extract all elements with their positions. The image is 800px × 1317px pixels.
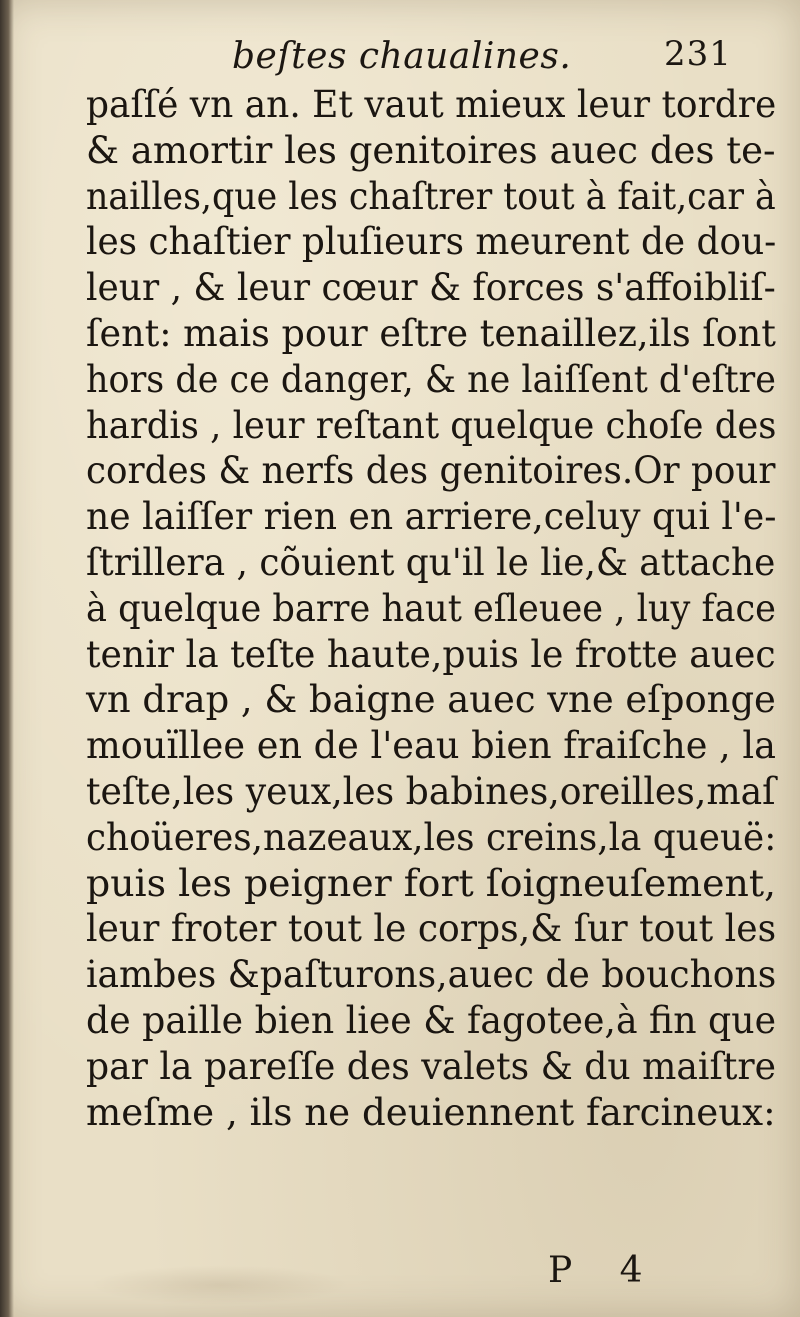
text-line: nailles,que les chaſtrer tout à fait,car à [86, 174, 776, 218]
text-line: de paille bien liee & fagotee,à fin que [86, 998, 777, 1042]
body-text [86, 82, 776, 1135]
text-line: les chaſtier pluſieurs meurent de dou- [86, 220, 777, 264]
text-line: vn drap , & baigne auec vne eſponge [86, 678, 776, 722]
text-line: cordes & nerfs des genitoires.Or pour [86, 449, 776, 493]
text-line: à quelque barre haut eſleuee , luy face [86, 586, 776, 630]
text-line: meſme , ils ne deuiennent farcineux: [86, 1090, 776, 1134]
binding-gutter [0, 0, 14, 1317]
running-title: beſtes chaualines. [232, 36, 572, 77]
text-line: paſſé vn an. Et vaut mieux leur tordre [86, 83, 777, 126]
text-line: leur , & leur cœur & forces s'affoibliſ- [86, 266, 776, 310]
signature-mark: P 4 [548, 1250, 661, 1291]
text-line: leur froter tout le corps,& ſur tout les [86, 907, 777, 951]
text-line: ſtrillera , cõuient qu'il le lie,& attache [86, 540, 776, 584]
text-line: teſte,les yeux,les babines,oreilles,maſ [86, 769, 776, 813]
text-line: choüeres,nazeaux,les creins,la queuë: [86, 815, 777, 859]
text-line: hardis , leur reſtant quelque choſe des [86, 403, 777, 447]
text-line: tenir la teſte haute,puis le frotte auec [86, 632, 776, 676]
page-header [0, 28, 800, 88]
text-line: mouïllee en de l'eau bien fraiſche , la [86, 724, 776, 768]
text-line: par la pareſſe des valets & du maiſtre [86, 1044, 777, 1088]
text-line: iambes &paſturons,auec de bouchons [86, 953, 777, 997]
text-line: ſent: mais pour eſtre tenaillez,ils ſont [86, 311, 776, 355]
text-line: ne laiſſer rien en arriere,celuy qui l'e- [86, 495, 777, 539]
text-line: & amortir les genitoires auec des te- [86, 128, 776, 172]
text-line: puis les peigner fort ſoigneuſement, [86, 861, 777, 905]
page-number: 231 [664, 34, 732, 74]
text-line: hors de ce danger, & ne laiſſent d'eſtre [86, 357, 776, 401]
paper-stain [90, 1265, 350, 1305]
